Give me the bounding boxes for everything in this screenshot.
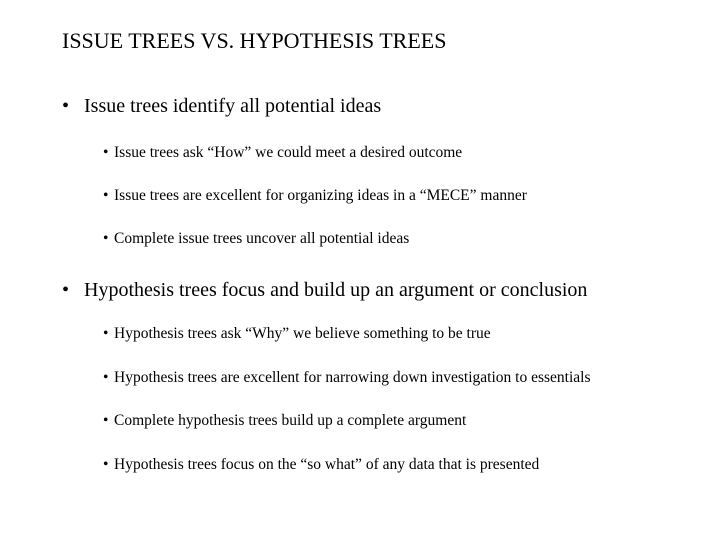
bullet-icon: • — [103, 144, 109, 161]
list-item — [103, 324, 491, 344]
list-item — [103, 186, 527, 206]
bullet-icon: • — [103, 230, 109, 247]
bullet-icon: • — [103, 412, 109, 429]
list-item — [103, 229, 409, 249]
bullet-icon: • — [103, 456, 109, 473]
section-heading: Hypothesis trees focus and build up an argument or conclusion — [84, 279, 588, 301]
list-item — [103, 455, 539, 475]
list-item — [103, 143, 462, 163]
bullet-icon: • — [103, 325, 109, 342]
list-item-text: Complete hypothesis trees build up a complete argument — [114, 412, 467, 429]
list-item-text: Hypothesis trees focus on the “so what” of any data that is presented — [114, 456, 540, 473]
section-issue-trees — [62, 93, 381, 119]
list-item — [103, 411, 466, 431]
list-item — [103, 368, 591, 388]
list-item-text: Complete issue trees uncover all potential ideas — [114, 230, 410, 247]
bullet-icon: • — [62, 95, 70, 117]
list-item-text: Issue trees ask “How” we could meet a desired outcome — [114, 144, 463, 161]
section-hypothesis-trees — [62, 277, 587, 303]
section-heading: Issue trees identify all potential ideas — [84, 95, 382, 117]
list-item-text: Hypothesis trees ask “Why” we believe something to be true — [114, 325, 491, 342]
bullet-icon: • — [103, 187, 109, 204]
bullet-icon: • — [62, 279, 70, 301]
slide-title: ISSUE TREES VS. HYPOTHESIS TREES — [62, 28, 447, 53]
bullet-icon: • — [103, 369, 109, 386]
list-item-text: Issue trees are excellent for organizing ideas in a “MECE” manner — [114, 187, 527, 204]
list-item-text: Hypothesis trees are excellent for narrowing down investigation to essentials — [114, 369, 591, 386]
